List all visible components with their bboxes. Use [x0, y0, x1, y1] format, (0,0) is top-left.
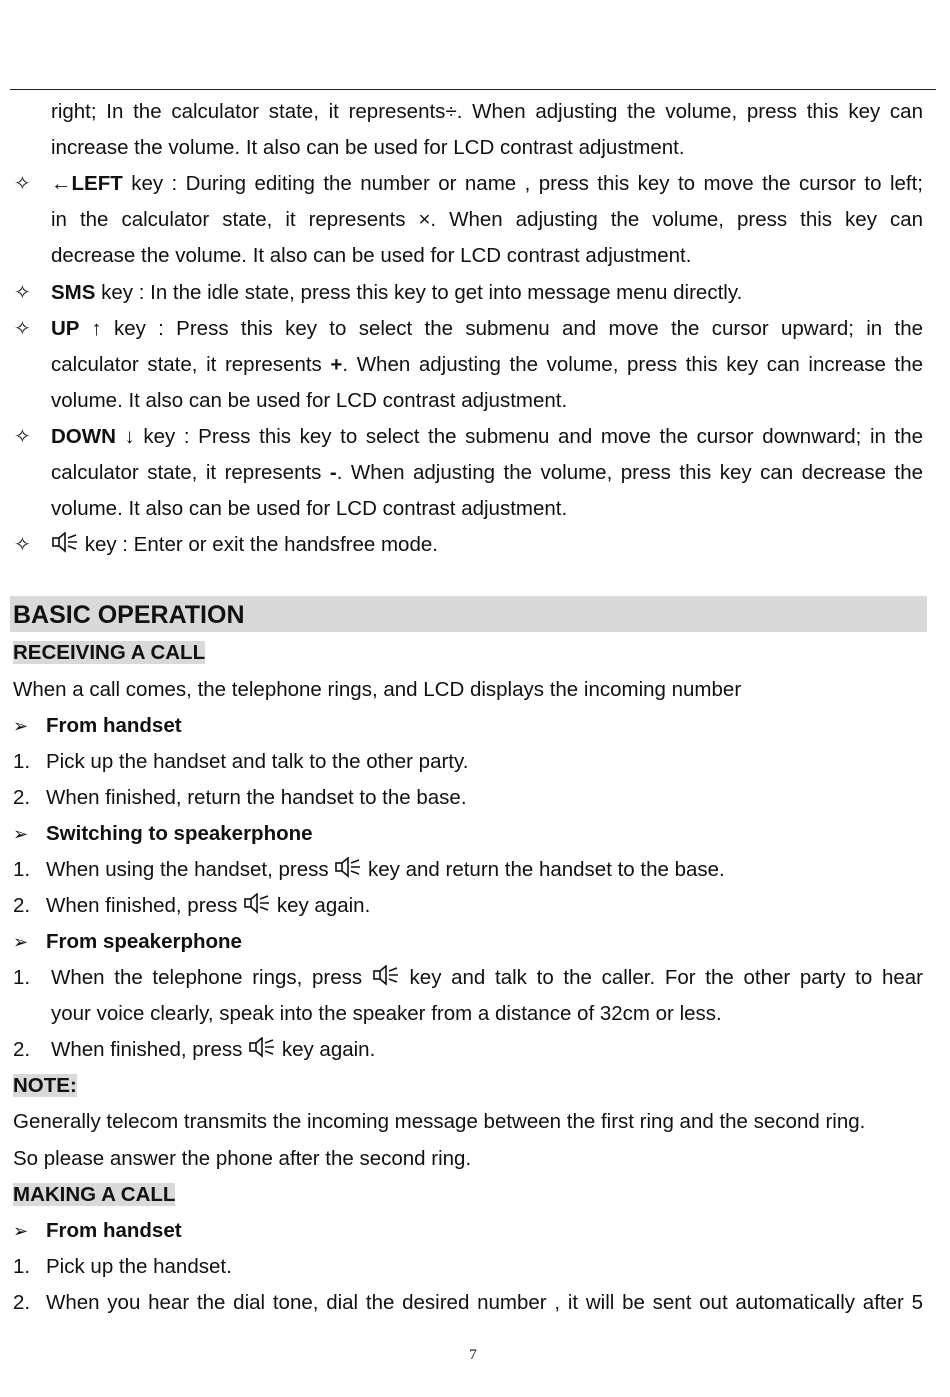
section-title: BASIC OPERATION: [13, 601, 245, 629]
from-speaker-title: From speakerphone: [46, 930, 242, 953]
intro-line-1: right; In the calculator state, it represents÷. When adjusting the volume, press this key can: [51, 100, 923, 123]
receiving-intro: When a call comes, the telephone rings, and LCD displays the incoming number: [13, 678, 742, 701]
sms-key-line: SMS key : In the idle state, press this key to get into message menu directly.: [51, 281, 743, 304]
left-key-line-2: in the calculator state, it represents ×. When adjusting the volume, press this key can: [51, 208, 923, 231]
step-number: 2.: [13, 1291, 31, 1314]
step-text: Pick up the handset and talk to the other party.: [46, 750, 469, 773]
step-text-cont: your voice clearly, speak into the speaker from a distance of 32cm or less.: [51, 1002, 722, 1025]
step-number: 1.: [13, 858, 31, 881]
arrow-bullet-icon: ➢: [13, 824, 29, 844]
bullet-symbol: ✧: [14, 318, 31, 340]
note-line-2: So please answer the phone after the second ring.: [13, 1147, 472, 1170]
down-key-line-1: DOWN ↓ key : Press this key to select the submenu and move the cursor downward; in the: [51, 425, 923, 448]
speaker-icon: [51, 532, 79, 554]
down-key-line-2: calculator state, it represents -. When adjusting the volume, press this key can decrease the: [51, 461, 923, 484]
receiving-title: RECEIVING A CALL: [13, 641, 206, 664]
speaker-icon: [248, 1037, 276, 1059]
making-title: MAKING A CALL: [13, 1183, 176, 1206]
step-number: 2.: [13, 1038, 31, 1061]
up-key-line-2: calculator state, it represents +. When adjusting the volume, press this key can increase the: [51, 353, 923, 376]
bullet-symbol: ✧: [14, 173, 31, 195]
header-rule: [10, 89, 936, 90]
down-key-line-3: volume. It also can be used for LCD contrast adjustment.: [51, 497, 568, 520]
intro-line-2: increase the volume. It also can be used for LCD contrast adjustment.: [51, 136, 685, 159]
switching-title: Switching to speakerphone: [46, 822, 313, 845]
bullet-symbol: ✧: [14, 282, 31, 304]
left-key-line-1: ←LEFT key : During editing the number or name , press this key to move the cursor to left;: [51, 172, 923, 195]
step-text: When finished, return the handset to the base.: [46, 786, 467, 809]
making-from-handset-title: From handset: [46, 1219, 182, 1242]
left-key-line-3: decrease the volume. It also can be used for LCD contrast adjustment.: [51, 244, 692, 267]
step-number: 2.: [13, 786, 31, 809]
note-line-1: Generally telecom transmits the incoming message between the first ring and the second ring.: [13, 1110, 866, 1133]
step-text: When using the handset, press key and return the handset to the base.: [46, 858, 725, 881]
up-key-line-1: UP ↑ key : Press this key to select the submenu and move the cursor upward; in the: [51, 317, 923, 340]
speaker-icon: [334, 857, 362, 879]
bullet-symbol: ✧: [14, 534, 31, 556]
speaker-icon: [372, 965, 400, 987]
page-number: 7: [469, 1347, 477, 1363]
step-text: When finished, press key again.: [46, 894, 371, 917]
step-number: 1.: [13, 750, 31, 773]
arrow-bullet-icon: ➢: [13, 932, 29, 952]
step-text: When the telephone rings, press key and talk to the caller. For the other party to hear: [51, 966, 923, 989]
step-text: Pick up the handset.: [46, 1255, 232, 1278]
from-handset-title: From handset: [46, 714, 182, 737]
handsfree-key-line: key : Enter or exit the handsfree mode.: [51, 532, 438, 558]
step-number: 1.: [13, 1255, 31, 1278]
step-number: 2.: [13, 894, 31, 917]
step-text: When you hear the dial tone, dial the desired number , it will be sent out automatically after 5: [46, 1291, 923, 1314]
note-title: NOTE:: [13, 1074, 77, 1097]
bullet-symbol: ✧: [14, 426, 31, 448]
arrow-bullet-icon: ➢: [13, 716, 29, 736]
arrow-bullet-icon: ➢: [13, 1221, 29, 1241]
step-text: When finished, press key again.: [51, 1038, 376, 1061]
step-number: 1.: [13, 966, 31, 989]
speaker-icon: [243, 893, 271, 915]
up-key-line-3: volume. It also can be used for LCD contrast adjustment.: [51, 389, 568, 412]
